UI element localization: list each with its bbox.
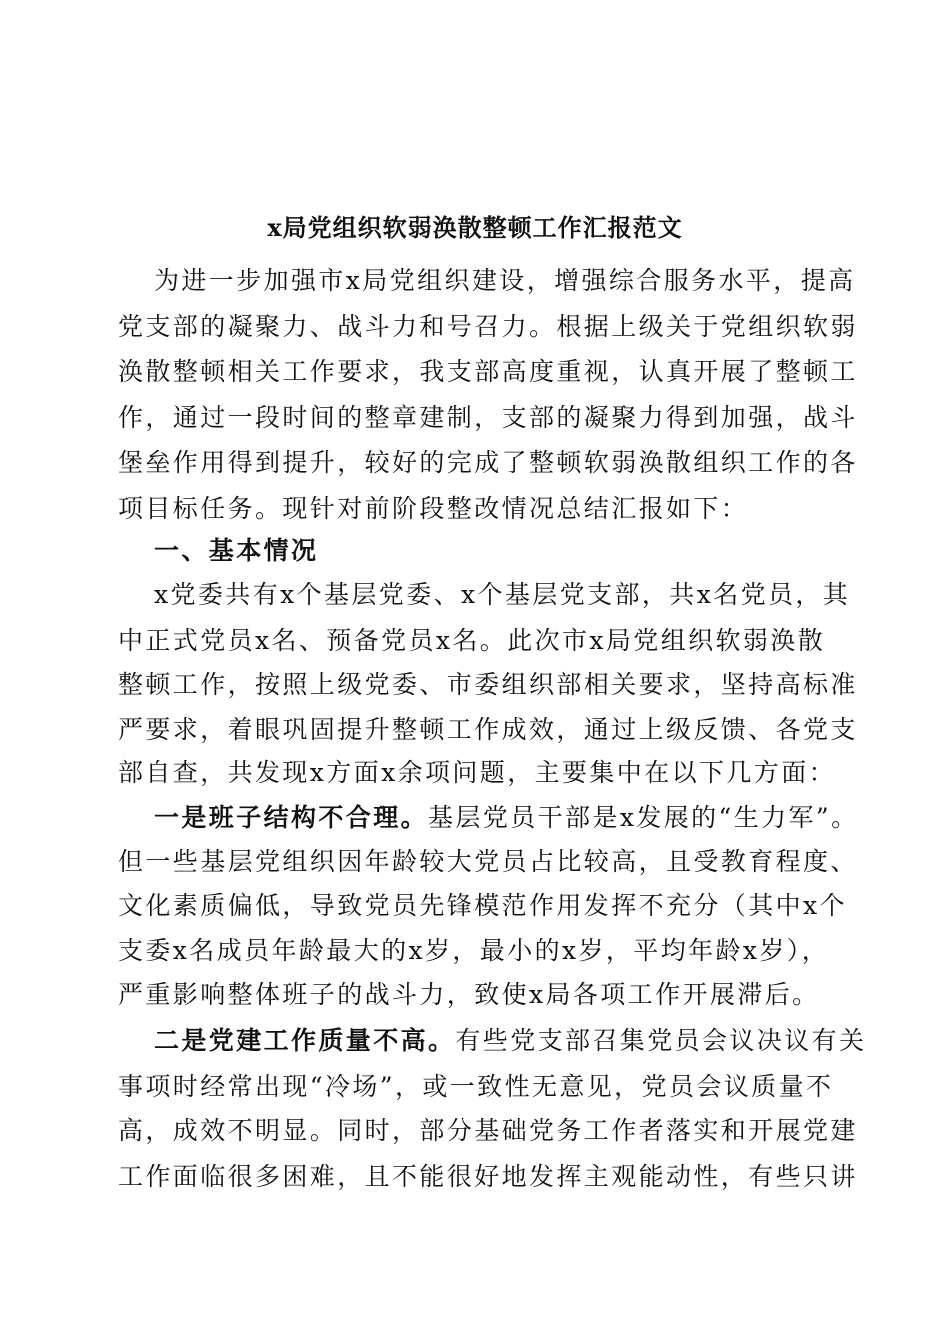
point1-lead: 一是班子结构不合理。 (154, 803, 429, 832)
point2-line-3: 高，成效不明显。同时，部分基础党务工作者落实和开展党建 (118, 1116, 858, 1145)
section1-line-5: 部自查，共发现x方面x余项问题，主要集中在以下几方面： (118, 758, 837, 787)
point1-first-line (154, 796, 858, 840)
point2-lead: 二是党建工作质量不高。 (154, 1026, 456, 1055)
intro-line-3: 涣散整顿相关工作要求，我支部高度重视，认真开展了整顿工 (118, 357, 858, 386)
point2-line-4: 工作面临很多困难，且不能很好地发挥主观能动性，有些只讲 (118, 1162, 858, 1191)
point1-line-4: 支委x名成员年龄最大的x岁，最小的x岁，平均年龄x岁）， (118, 936, 830, 965)
section-heading-basic: 一、基本情况 (154, 536, 319, 565)
point1-line-2: 但一些基层党组织因年龄较大党员占比较高，且受教育程度、 (118, 847, 858, 876)
document-title: x局党组织软弱涣散整顿工作汇报范文 (267, 213, 683, 242)
section1-line-3: 整顿工作，按照上级党委、市委组织部相关要求，坚持高标准 (118, 670, 858, 699)
point2-line-2: 事项时经常出现“冷场”，或一致性无意见，党员会议质量不 (118, 1072, 834, 1101)
intro-line-4: 作，通过一段时间的整章建制，支部的凝聚力得到加强，战斗 (118, 403, 858, 432)
point1-line-3: 文化素质偏低，导致党员先锋模范作用发挥不充分（其中x个 (118, 891, 847, 920)
point2-first-rest: 有些党支部召集党员会议决议有关 (455, 1026, 867, 1055)
intro-line-5: 堡垒作用得到提升，较好的完成了整顿软弱涣散组织工作的各 (118, 448, 858, 477)
intro-line-2: 党支部的凝聚力、战斗力和号召力。根据上级关于党组织软弱 (118, 312, 858, 341)
section1-line-2: 中正式党员x名、预备党员x名。此次市x局党组织软弱涣散 (118, 626, 826, 655)
point1-first-rest: 基层党员干部是x发展的“生力军”。 (428, 803, 859, 832)
intro-line-6: 项目标任务。现针对前阶段整改情况总结汇报如下： (118, 494, 749, 523)
point1-line-5: 严重影响整体班子的战斗力，致使x局各项工作开展滞后。 (118, 980, 820, 1009)
point2-first-line (154, 1019, 866, 1063)
section1-line-4: 严要求，着眼巩固提升整顿工作成效，通过上级反馈、各党支 (118, 715, 858, 744)
section1-line-1: x党委共有x个基层党委、x个基层党支部，共x名党员，其 (154, 580, 851, 609)
intro-line-1: 为进一步加强市x局党组织建设，增强综合服务水平，提高 (154, 266, 856, 295)
